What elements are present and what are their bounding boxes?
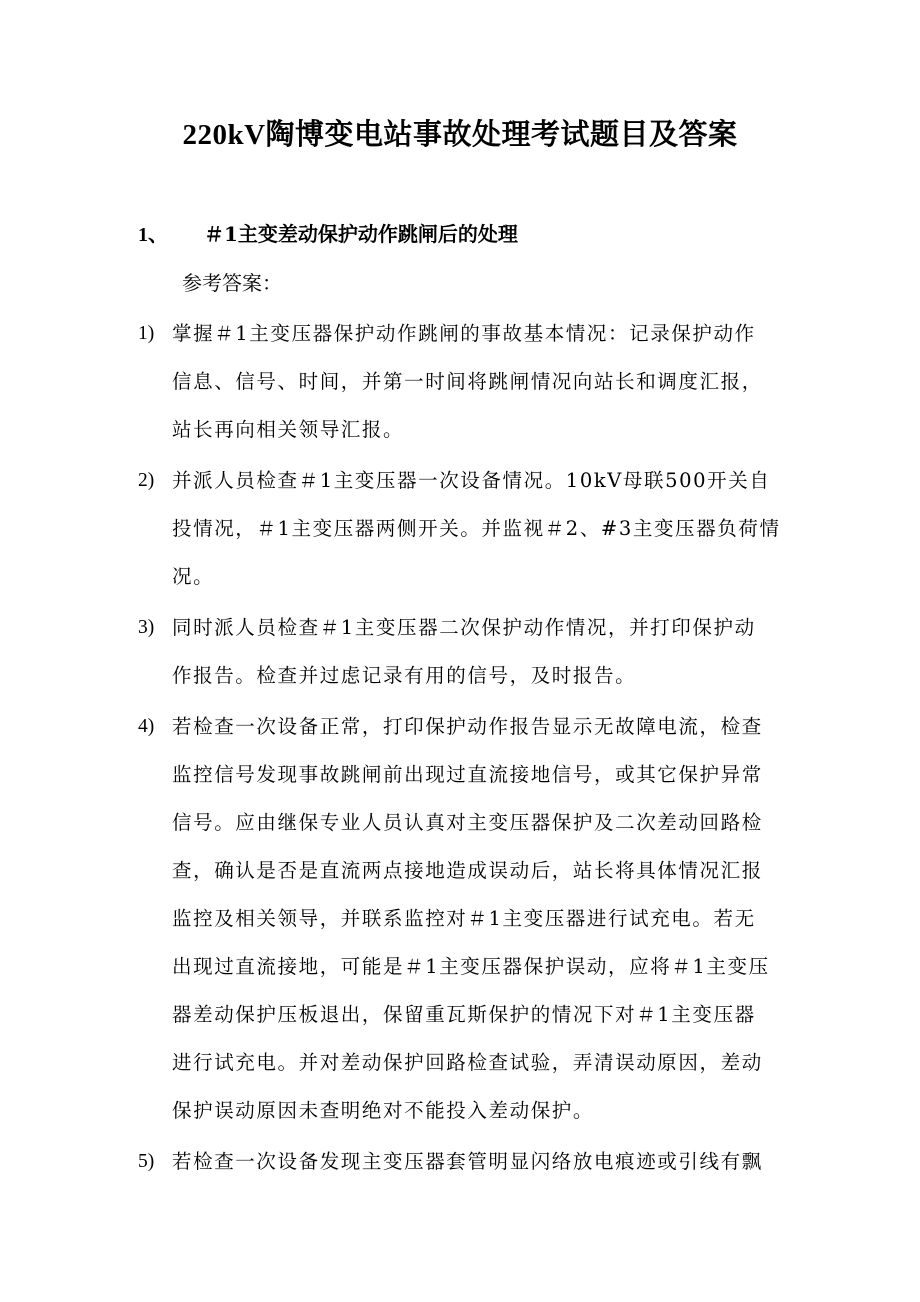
- item-line: 监控及相关领导，并联系监控对＃1主变压器进行试充电。若无: [172, 907, 756, 930]
- item-line: 况。: [172, 565, 215, 588]
- item-line: 掌握＃1主变压器保护动作跳闸的事故基本情况：记录保护动作: [172, 322, 756, 345]
- item-line: 查，确认是否是直流两点接地造成误动后，站长将具体情况汇报: [172, 859, 763, 882]
- item-line: 站长再向相关领导汇报。: [172, 418, 405, 441]
- item-line: 保护误动原因未查明绝对不能投入差动保护。: [172, 1099, 595, 1122]
- answer-item-2: [138, 457, 788, 601]
- item-line: 监控信号发现事故跳闸前出现过直流接地信号，或其它保护异常: [172, 763, 763, 786]
- answer-item-4: [138, 703, 788, 1135]
- answer-item-3: [138, 604, 788, 700]
- item-line: 信号。应由继保专业人员认真对主变压器保护及二次差动回路检: [172, 811, 763, 834]
- question-heading: [138, 217, 518, 252]
- answer-item-5: [138, 1138, 788, 1186]
- item-number: 5): [138, 1151, 155, 1172]
- question-title: ＃1主变差动保护动作跳闸后的处理: [204, 222, 518, 246]
- item-line: 出现过直流接地，可能是＃1主变压器保护误动，应将＃1主变压: [172, 955, 770, 978]
- item-line: 作报告。检查并过虑记录有用的信号，及时报告。: [172, 664, 637, 687]
- document-title: 220kV陶博变电站事故处理考试题目及答案: [182, 119, 738, 151]
- item-line: 并派人员检查＃1主变压器一次设备情况。10kV母联500开关自: [172, 469, 771, 492]
- item-line: 若检查一次设备正常，打印保护动作报告显示无故障电流，检查: [172, 715, 763, 738]
- answer-item-1: [138, 310, 788, 454]
- item-number: 1): [138, 323, 155, 344]
- question-number: 1、: [138, 224, 168, 246]
- item-line: 投情况，＃1主变压器两侧开关。并监视＃2、#3主变压器负荷情: [172, 517, 781, 540]
- answer-label: 参考答案：: [182, 271, 282, 295]
- item-line: 同时派人员检查＃1主变压器二次保护动作情况，并打印保护动: [172, 616, 756, 639]
- item-line: 器差动保护压板退出，保留重瓦斯保护的情况下对＃1主变压器: [172, 1003, 756, 1026]
- item-line: 进行试充电。并对差动保护回路检查试验，弄清误动原因，差动: [172, 1051, 763, 1074]
- item-line: 若检查一次设备发现主变压器套管明显闪络放电痕迹或引线有飘: [172, 1150, 763, 1173]
- item-line: 信息、信号、时间，并第一时间将跳闸情况向站长和调度汇报，: [172, 370, 763, 393]
- item-number: 2): [138, 470, 155, 491]
- item-number: 3): [138, 617, 155, 638]
- answer-list: [138, 310, 788, 1189]
- item-number: 4): [138, 716, 155, 737]
